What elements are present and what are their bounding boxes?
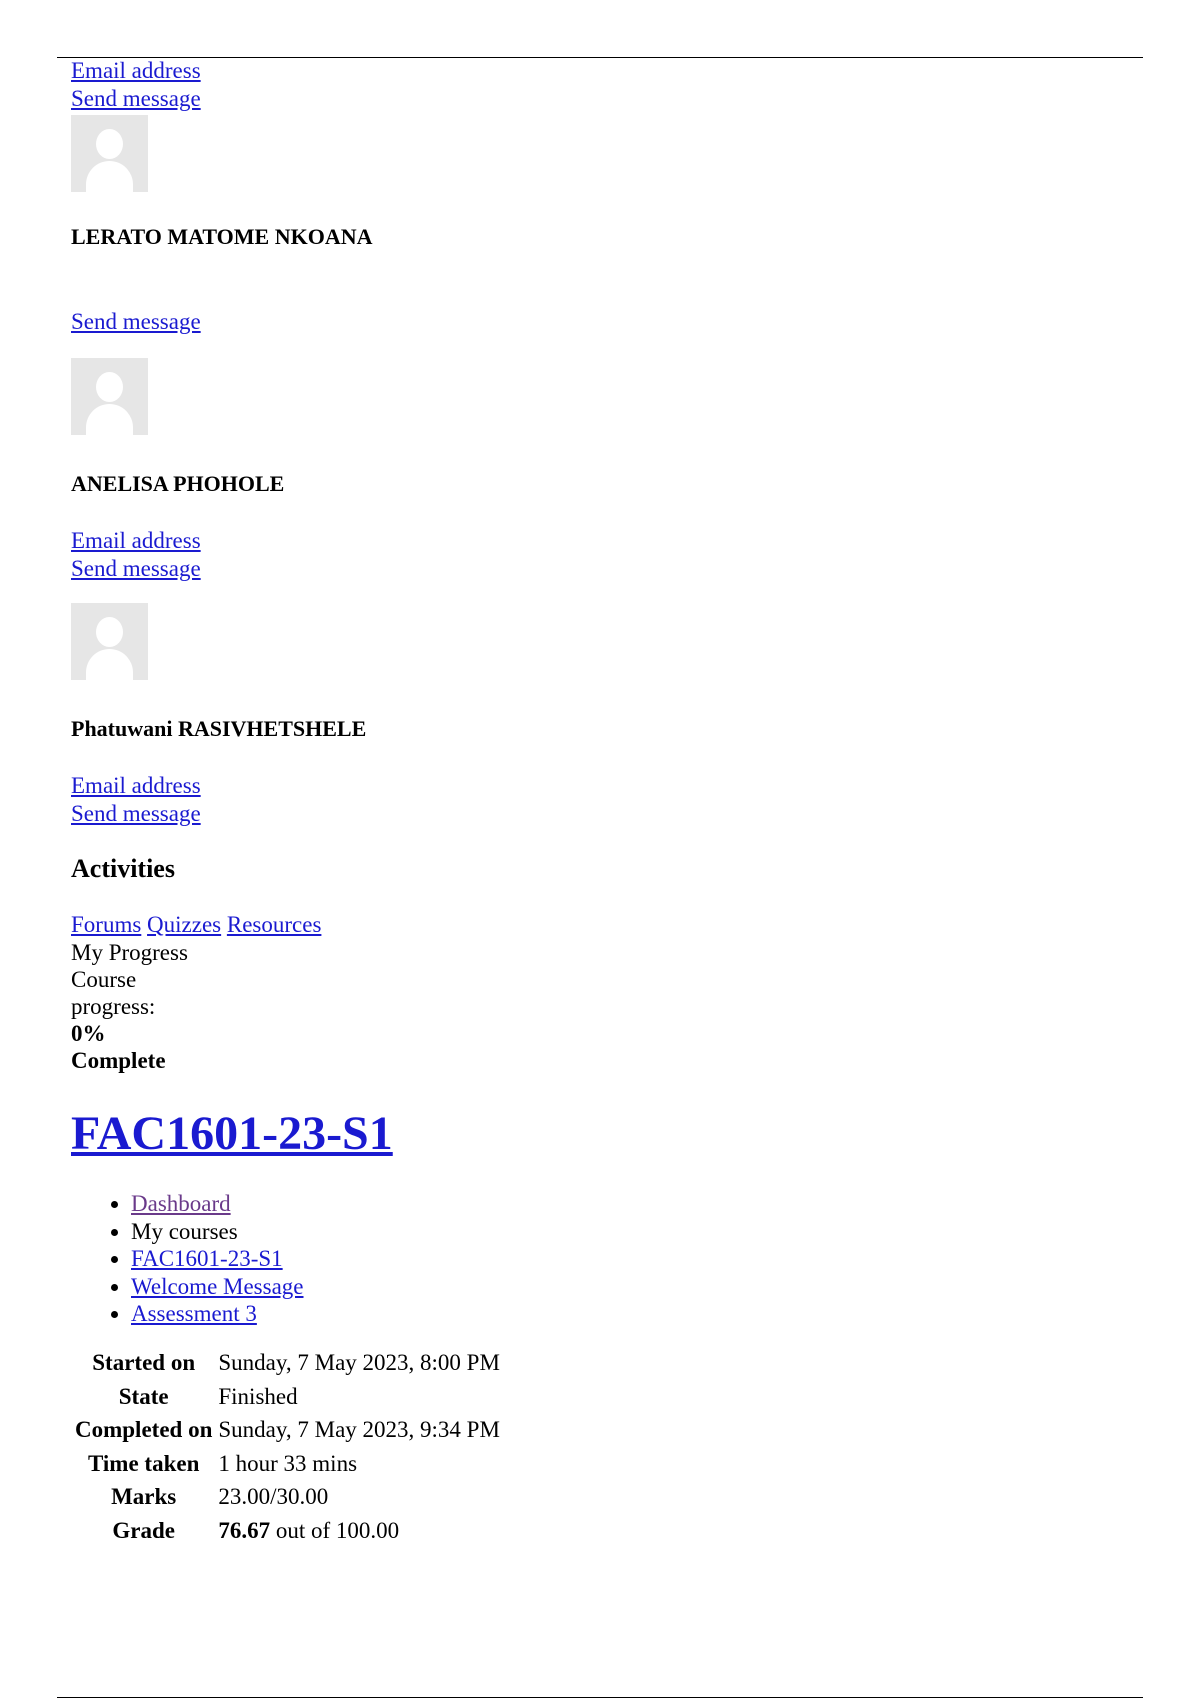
course-title: [71, 1106, 1131, 1162]
avatar[interactable]: [71, 115, 148, 192]
send-message-link[interactable]: Send message: [71, 801, 201, 826]
breadcrumb-item: [131, 1245, 1131, 1273]
quiz-summary-table: [71, 1347, 504, 1548]
participant-name: ANELISA PHOHOLE: [71, 471, 285, 496]
send-message-link[interactable]: Send message: [71, 86, 201, 111]
my-progress-label: My Progress: [71, 940, 188, 965]
avatar-head-icon: [96, 372, 123, 402]
email-address-link[interactable]: Email address: [71, 528, 201, 553]
participant-card: [71, 115, 1131, 336]
marks-label: Marks: [111, 1484, 177, 1510]
avatar-head-icon: [96, 129, 123, 159]
marks-value: 23.00/30.00: [218, 1484, 329, 1510]
resources-link[interactable]: Resources: [226, 912, 322, 937]
table-row: [71, 1447, 504, 1481]
started-on-value: Sunday, 7 May 2023, 8:00 PM: [218, 1350, 500, 1376]
course-progress-status: Complete: [71, 1048, 166, 1073]
page-content: [71, 57, 1131, 1548]
participant-card: [71, 603, 1131, 828]
breadcrumb-item: [131, 1190, 1131, 1218]
avatar-body-icon: [86, 649, 133, 680]
table-row: [71, 1514, 504, 1548]
avatar-head-icon: [96, 617, 123, 647]
table-row: [71, 1380, 504, 1414]
time-taken-label: Time taken: [87, 1450, 200, 1476]
table-row: [71, 1481, 504, 1515]
completed-on-label: Completed on: [75, 1417, 213, 1443]
grade-score: 76.67: [218, 1517, 271, 1543]
grade-out-of: out of 100.00: [270, 1517, 400, 1543]
breadcrumb-welcome-link[interactable]: Welcome Message: [131, 1273, 304, 1299]
started-on-label: Started on: [92, 1350, 196, 1376]
activities-links: [71, 911, 1131, 939]
email-address-link[interactable]: Email address: [71, 773, 201, 798]
participant-card: [71, 358, 1131, 583]
participant-name: Phatuwani RASIVHETSHELE: [71, 716, 367, 741]
avatar-body-icon: [86, 404, 133, 435]
activities-section: [71, 854, 1131, 1074]
course-progress-label-cont: progress:: [71, 994, 156, 1019]
send-message-link[interactable]: Send message: [71, 556, 201, 581]
grade-label: Grade: [112, 1517, 175, 1543]
avatar-body-icon: [86, 161, 133, 192]
state-label: State: [118, 1383, 169, 1409]
participant-card: [71, 57, 1131, 113]
course-progress-label: Course: [71, 967, 137, 992]
breadcrumb-my-courses: My courses: [131, 1218, 238, 1244]
course-title-link[interactable]: FAC1601-23-S1: [71, 1107, 393, 1160]
activities-heading: Activities: [71, 854, 175, 883]
table-row: [71, 1414, 504, 1448]
bottom-divider: [57, 1697, 1143, 1698]
breadcrumb: [71, 1190, 1131, 1328]
breadcrumb-course-link[interactable]: FAC1601-23-S1: [131, 1246, 283, 1271]
send-message-link[interactable]: Send message: [71, 309, 201, 334]
table-row: [71, 1347, 504, 1381]
breadcrumb-dashboard-link[interactable]: Dashboard: [131, 1191, 231, 1216]
state-value: Finished: [218, 1383, 298, 1409]
participant-name: LERATO MATOME NKOANA: [71, 224, 373, 249]
breadcrumb-item: [131, 1273, 1131, 1301]
email-address-link[interactable]: Email address: [71, 58, 201, 83]
avatar[interactable]: [71, 358, 148, 435]
forums-link[interactable]: Forums: [71, 912, 142, 937]
course-progress-value: 0%: [71, 1021, 106, 1046]
time-taken-value: 1 hour 33 mins: [218, 1450, 358, 1476]
avatar[interactable]: [71, 603, 148, 680]
completed-on-value: Sunday, 7 May 2023, 9:34 PM: [218, 1417, 500, 1443]
grade-value: [216, 1514, 504, 1548]
quizzes-link[interactable]: Quizzes: [147, 912, 222, 937]
breadcrumb-assessment-link[interactable]: Assessment 3: [131, 1301, 257, 1326]
breadcrumb-item: [131, 1218, 1131, 1246]
breadcrumb-item: [131, 1300, 1131, 1328]
